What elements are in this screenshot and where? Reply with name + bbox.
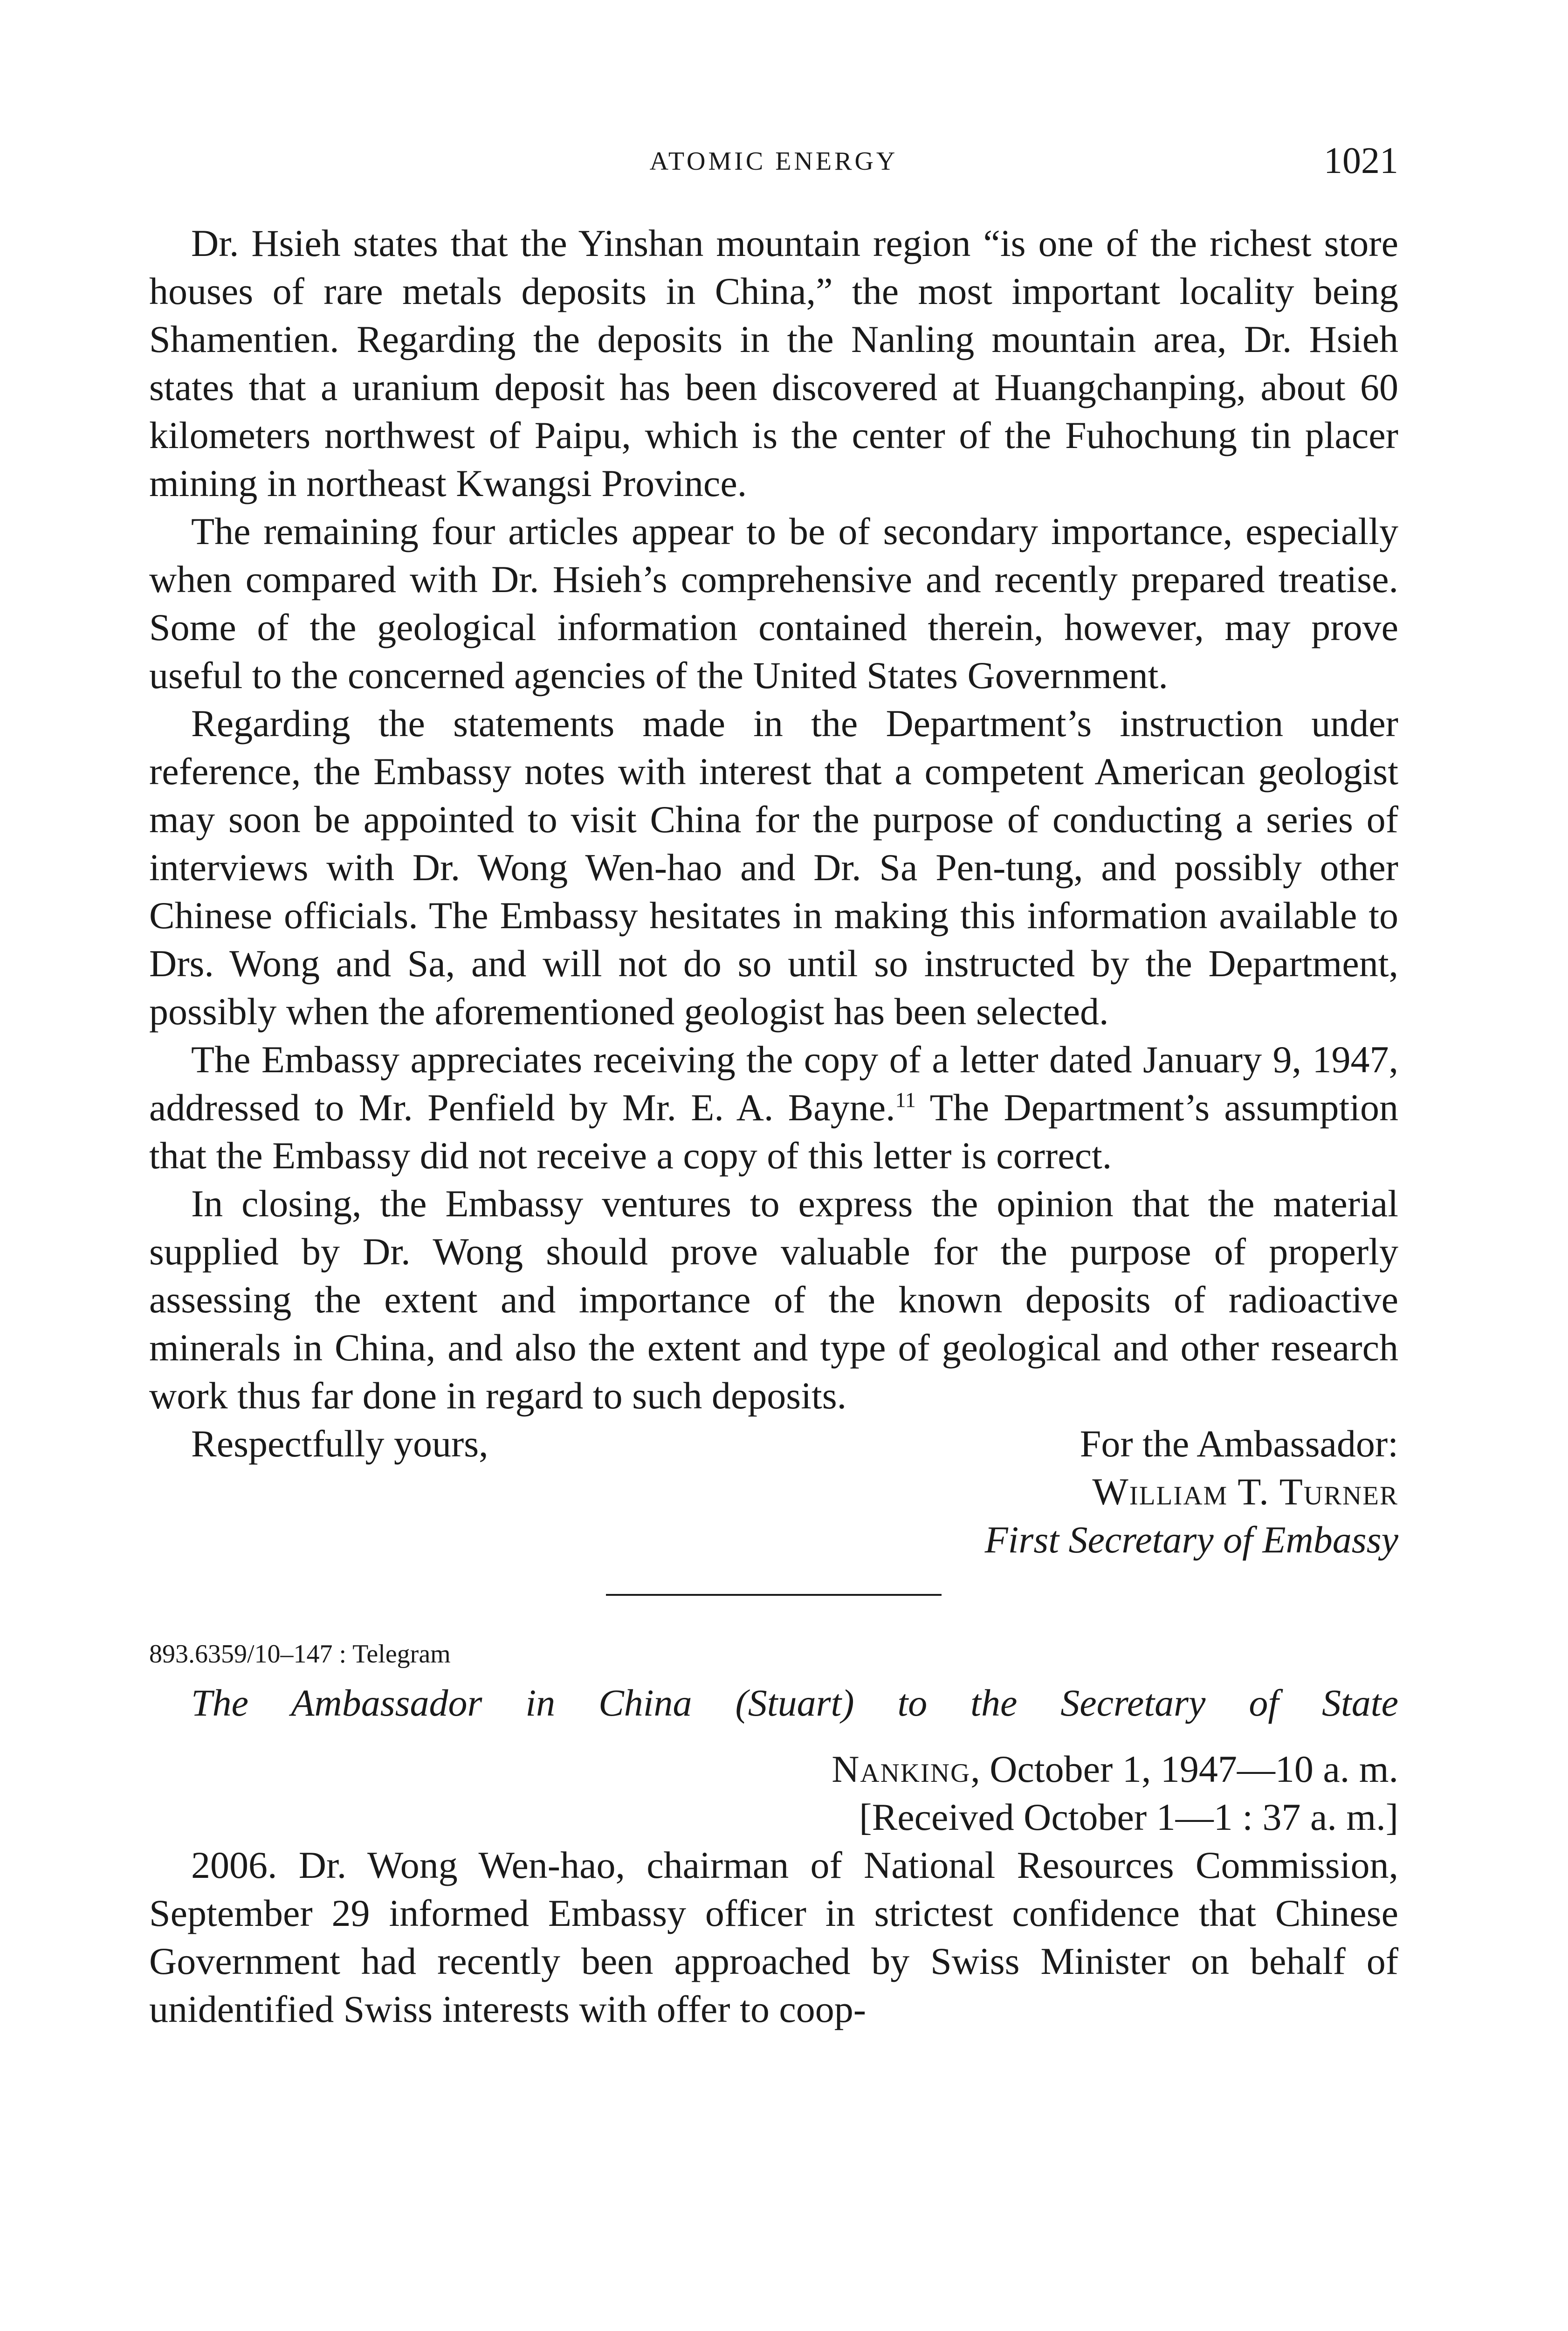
bayne-letter-text: The Embassy appreciates receiving the copy of a letter dated January 9, 1947, addressed to Mr. Penfield by Mr. E. A. Bayne. xyxy=(149,1038,1398,1129)
for-ambassador-line: For the Ambassador: xyxy=(1080,1422,1398,1465)
telegram-body: 2006. Dr. Wong Wen-hao, chairman of National Resources Commission, September 29 informed Embassy officer in strictest confidence that Chinese Government had recently been approached by Swiss Minister on behalf of unidentified Swiss interests with offer to coop- xyxy=(149,1844,1398,2030)
footnote-reference: 11 xyxy=(895,1088,916,1112)
signature-block xyxy=(985,1420,1398,1564)
page-body xyxy=(149,219,1398,2033)
salutation: Respectfully yours, xyxy=(191,1422,488,1465)
file-reference: 893.6359/10–147 : Telegram xyxy=(149,1640,451,1669)
letter-closing xyxy=(149,1420,1398,1564)
document-title: The Ambassador in China (Stuart) to the Secretary of State xyxy=(191,1682,1398,1724)
dateline-place: Nanking xyxy=(832,1748,971,1790)
paragraph-closing-opinion: In closing, the Embassy ventures to express the opinion that the material supplied by Dr. Wong should prove valuable for the purpose of properly assessing the extent and importance of the known deposits of radioactive minerals in China, and also the extent and type of geological and other research work thus far done in regard to such deposits. xyxy=(149,1182,1398,1417)
received-line: [Received October 1—1 : 37 a. m.] xyxy=(859,1796,1398,1838)
dateline-date: , October 1, 1947—10 a. m. xyxy=(970,1748,1398,1790)
signer-title: First Secretary of Embassy xyxy=(984,1518,1398,1561)
bayne-letter-text-continued: The Department’s assumption that the Embassy did not receive a copy of this letter is correct. xyxy=(149,1086,1398,1177)
running-head: ATOMIC ENERGY xyxy=(649,147,898,176)
signer-name: William T. Turner xyxy=(1092,1470,1398,1513)
dateline xyxy=(149,1745,1398,1793)
paragraph-geologist-visit: Regarding the statements made in the Department’s instruction under reference, the Embassy notes with interest that a competent American geologist may soon be appointed to visit China for the purpose of conducting a series of interviews with Dr. Wong Wen-hao and Dr. Sa Pen-tung, and possibly other Chinese officials. The Embassy hesitates in making this information available to Drs. Wong and Sa, and will not do so until so instructed by the Department, possibly when the aforementioned geologist has been selected. xyxy=(149,702,1398,1033)
paragraph-hsieh-deposits: Dr. Hsieh states that the Yinshan mountain region “is one of the richest store houses of rare metals deposits in China,” the most important locality being Shamentien. Regarding the deposits in the Nanling mountain area, Dr. Hsieh states that a uranium deposit has been discovered at Huangchanping, about 60 kilometers northwest of Paipu, which is the center of the Fuhochung tin placer mining in northeast Kwangsi Province. xyxy=(149,222,1398,504)
page-number: 1021 xyxy=(1324,140,1398,181)
paragraph-bayne-letter xyxy=(149,1035,1398,1179)
section-divider xyxy=(606,1594,942,1596)
paragraph-remaining-articles: The remaining four articles appear to be of secondary importance, especially when compared with Dr. Hsieh’s comprehensive and recently prepared treatise. Some of the geological information contained therein, however, may prove useful to the concerned agencies of the United States Government. xyxy=(149,510,1398,697)
page-header xyxy=(149,140,1398,186)
